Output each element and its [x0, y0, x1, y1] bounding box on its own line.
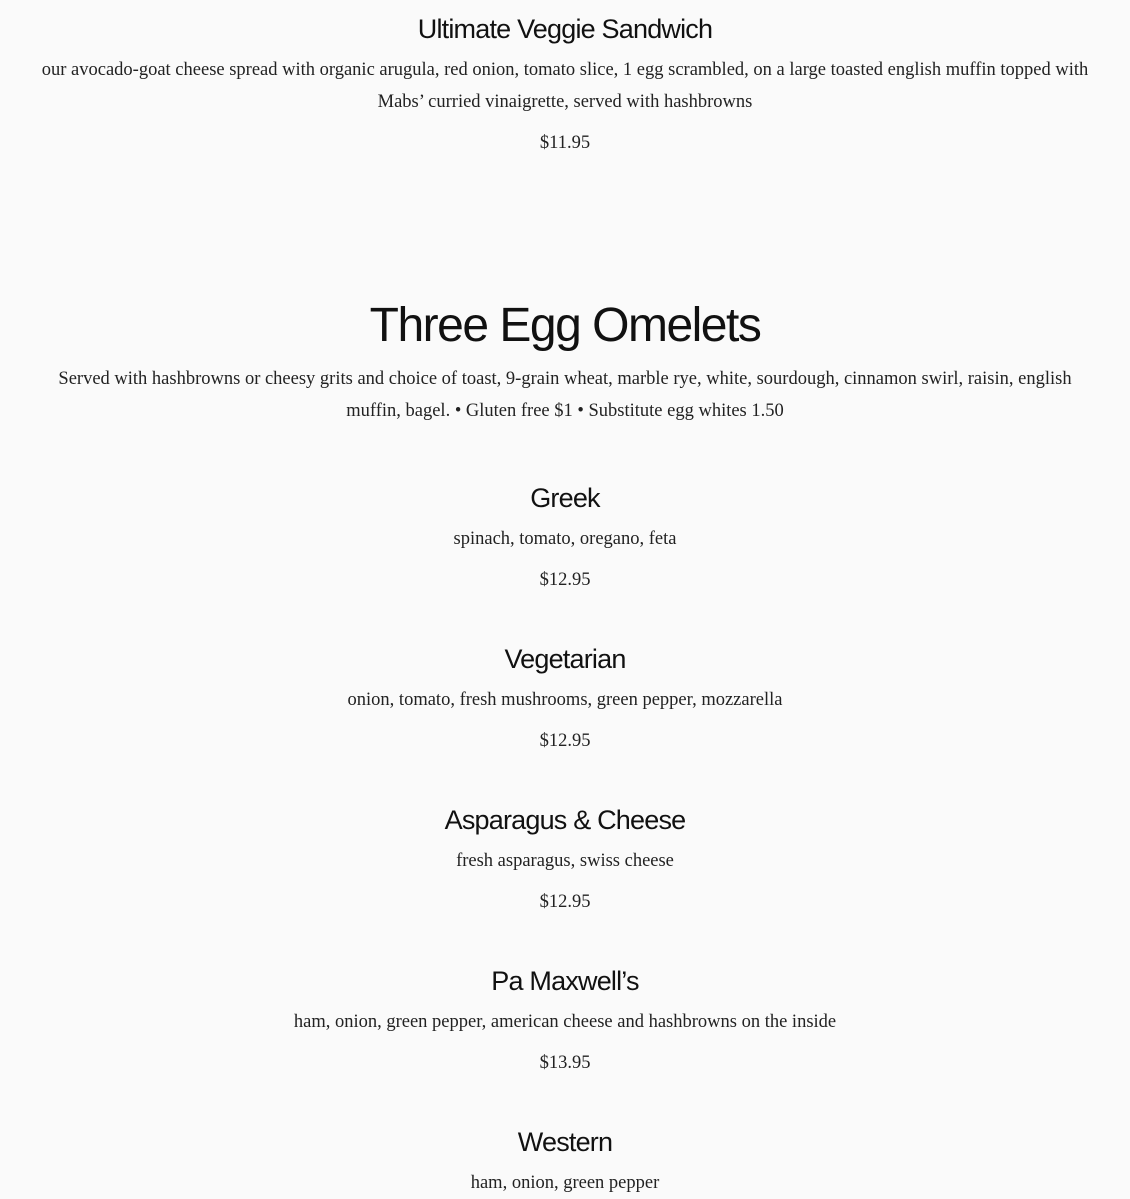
section-title-three-egg-omelets: Three Egg Omelets [369, 299, 761, 352]
item-price-greek: $12.95 [539, 570, 591, 590]
item-description-greek: spinach, tomato, oregano, feta [453, 529, 677, 549]
item-price-pa-maxwells: $13.95 [539, 1053, 591, 1073]
item-title-asparagus-cheese: Asparagus & Cheese [444, 805, 686, 835]
item-description-pa-maxwells: ham, onion, green pepper, american cheese and hashbrowns on the inside [293, 1012, 837, 1032]
item-description-vegetarian: onion, tomato, fresh mushrooms, green pepper, mozzarella [347, 690, 783, 710]
section-intro-three-egg-omelets: Served with hashbrowns or cheesy grits and choice of toast, 9-grain wheat, marble rye, white, sourdough, cinnamon swirl, raisin, english muffin, bagel. • Gluten free $1 • Substitute egg whites 1.50 [58, 369, 1072, 421]
item-price-ultimate-veggie-sandwich: $11.95 [539, 133, 591, 153]
item-title-greek: Greek [530, 483, 600, 513]
item-price-asparagus-cheese: $12.95 [539, 892, 591, 912]
item-description-asparagus-cheese: fresh asparagus, swiss cheese [456, 851, 674, 871]
item-title-pa-maxwells: Pa Maxwell’s [491, 966, 639, 996]
item-price-vegetarian: $12.95 [539, 731, 591, 751]
item-title-vegetarian: Vegetarian [504, 644, 626, 674]
item-title-ultimate-veggie-sandwich: Ultimate Veggie Sandwich [417, 14, 713, 44]
item-description-ultimate-veggie-sandwich: our avocado-goat cheese spread with organic arugula, red onion, tomato slice, 1 egg scrambled, on a large toasted english muffin topped with Mabs’ curried vinaigrette, served with hashbrowns [41, 60, 1089, 112]
item-description-western: ham, onion, green pepper [470, 1173, 660, 1193]
item-title-western: Western [517, 1127, 613, 1157]
